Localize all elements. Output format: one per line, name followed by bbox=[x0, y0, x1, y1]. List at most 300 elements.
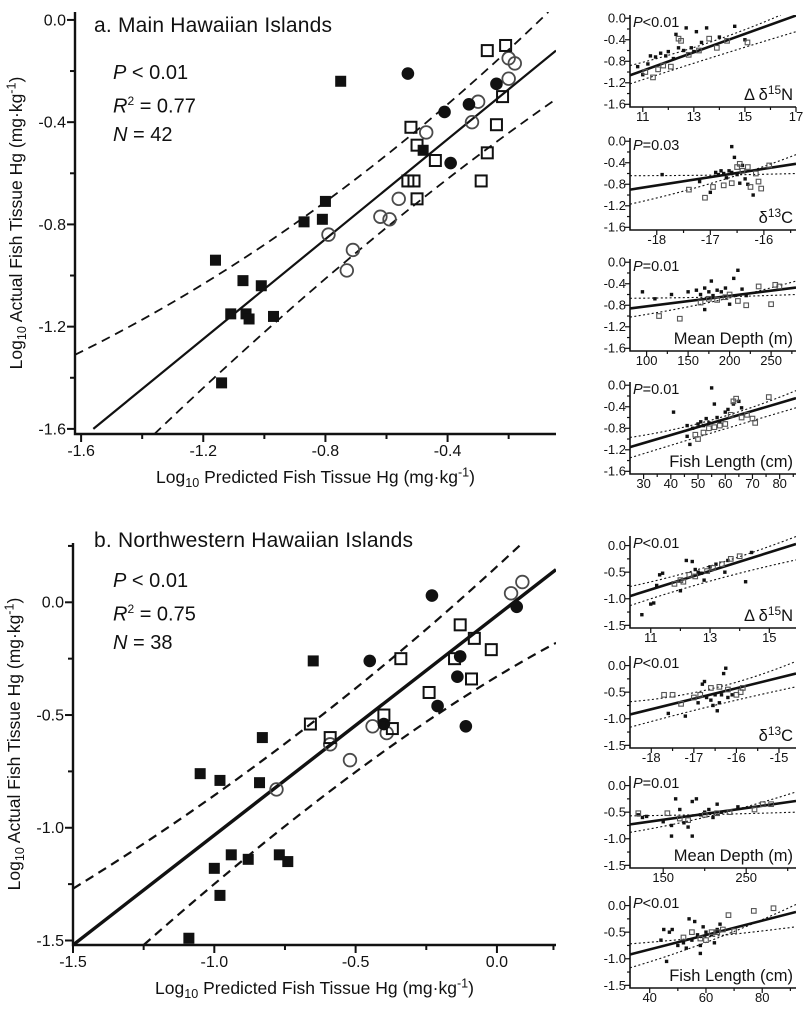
data-point-filled bbox=[661, 572, 664, 575]
data-point-filled bbox=[685, 435, 688, 438]
inset-chart-b-2 bbox=[596, 650, 804, 774]
data-point-filled bbox=[738, 181, 741, 184]
data-point-filled bbox=[670, 293, 673, 296]
data-point-filled bbox=[730, 171, 733, 174]
data-point-filled-circle bbox=[451, 670, 464, 683]
x-tick-label: 70 bbox=[745, 476, 760, 491]
data-point-open bbox=[746, 165, 751, 170]
data-point-filled bbox=[703, 680, 706, 683]
y-tick-label: -0.5 bbox=[36, 707, 64, 725]
data-point-filled bbox=[699, 420, 702, 423]
data-point-filled bbox=[703, 308, 706, 311]
data-point-open-circle bbox=[505, 587, 518, 600]
data-point-filled bbox=[710, 279, 713, 282]
x-tick-label: 80 bbox=[755, 990, 770, 1005]
inset-variable-label: Δ $\delta^{15}N$ bbox=[743, 83, 793, 104]
data-point-filled-square bbox=[256, 280, 267, 291]
data-point-filled bbox=[700, 41, 703, 44]
data-point-open bbox=[759, 186, 764, 191]
data-point-filled bbox=[694, 568, 697, 571]
data-point-open bbox=[756, 179, 761, 184]
data-point-filled-circle bbox=[463, 98, 476, 111]
data-point-open bbox=[726, 913, 731, 918]
data-point-filled bbox=[701, 925, 704, 928]
data-point-filled bbox=[660, 173, 663, 176]
data-point-filled bbox=[691, 834, 694, 837]
data-point-filled-circle bbox=[431, 700, 444, 713]
data-point-filled bbox=[658, 573, 661, 576]
data-point-filled bbox=[692, 50, 695, 53]
data-point-filled bbox=[659, 51, 662, 54]
inset-variable-label: Mean Depth (m) bbox=[673, 847, 793, 865]
inset-chart-a-3 bbox=[596, 253, 804, 377]
x-tick-label: 150 bbox=[652, 870, 675, 885]
data-point-filled-square bbox=[214, 775, 225, 786]
x-tick-label: 17 bbox=[788, 109, 804, 124]
axes bbox=[604, 656, 796, 765]
inset-chart-a-4 bbox=[596, 376, 804, 500]
data-point-open-circle bbox=[341, 264, 354, 277]
x-tick-label: 150 bbox=[677, 353, 699, 368]
data-point-open-circle bbox=[322, 228, 335, 241]
data-point-filled bbox=[670, 834, 673, 837]
x-tick-label: 13 bbox=[686, 109, 702, 124]
data-point-filled bbox=[682, 49, 685, 52]
data-point-open bbox=[711, 185, 716, 190]
data-point-filled bbox=[720, 810, 723, 813]
data-point-filled bbox=[667, 712, 670, 715]
data-point-filled bbox=[691, 427, 694, 430]
data-point-filled bbox=[705, 696, 708, 699]
confidence-band-lower bbox=[630, 560, 796, 606]
data-point-filled bbox=[711, 816, 714, 819]
x-tick-label: -0.5 bbox=[341, 954, 370, 971]
data-point-filled bbox=[709, 191, 712, 194]
inset-data-points bbox=[641, 269, 782, 321]
data-point-filled bbox=[679, 589, 682, 592]
inset-p-value: P=0.01 bbox=[633, 382, 680, 398]
data-point-filled-circle bbox=[444, 157, 457, 170]
data-point-open bbox=[707, 426, 712, 431]
data-point-filled bbox=[717, 173, 720, 176]
data-point-filled bbox=[718, 35, 721, 38]
y-tick-label: -1.0 bbox=[603, 951, 626, 967]
x-tick-label: -0.8 bbox=[311, 443, 340, 460]
data-point-filled-circle bbox=[402, 67, 415, 80]
data-point-filled bbox=[682, 821, 685, 824]
data-point-filled bbox=[703, 286, 706, 289]
x-tick-label: -16 bbox=[727, 750, 746, 765]
data-point-filled bbox=[740, 406, 743, 409]
x-tick-label: 11 bbox=[644, 630, 658, 645]
data-point-filled bbox=[659, 938, 662, 941]
data-point-filled bbox=[674, 797, 677, 800]
inset-variable-label: Fish Length (cm) bbox=[669, 453, 793, 471]
data-points bbox=[210, 40, 521, 388]
regression-lines bbox=[630, 155, 796, 204]
data-point-open-square bbox=[430, 155, 441, 166]
data-point-filled bbox=[711, 294, 714, 297]
data-point-filled bbox=[698, 180, 701, 183]
data-point-filled bbox=[733, 156, 736, 159]
data-point-filled-square bbox=[257, 732, 268, 743]
x-tick-label: -18 bbox=[641, 750, 661, 765]
data-point-filled bbox=[707, 290, 710, 293]
y-tick-label: -1.6 bbox=[38, 421, 66, 439]
data-point-filled bbox=[713, 941, 716, 944]
data-point-filled bbox=[707, 808, 710, 811]
data-point-open bbox=[678, 316, 683, 321]
data-point-filled bbox=[715, 802, 718, 805]
data-point-filled bbox=[723, 570, 726, 573]
data-point-filled bbox=[690, 938, 693, 941]
data-point-open bbox=[715, 46, 720, 51]
data-point-open bbox=[656, 67, 661, 72]
y-tick-label: -0.5 bbox=[603, 804, 626, 820]
data-point-open bbox=[751, 909, 756, 914]
y-tick-label: 0.0 bbox=[41, 594, 64, 612]
data-point-open bbox=[704, 938, 709, 943]
y-tick-label: -1.6 bbox=[603, 340, 626, 356]
data-point-open bbox=[669, 64, 674, 69]
stat-line-n: N = 38 bbox=[113, 631, 173, 654]
data-point-filled bbox=[699, 572, 702, 575]
y-tick-label: -1.0 bbox=[603, 831, 626, 847]
data-point-filled bbox=[684, 26, 687, 29]
x-tick-label: 11 bbox=[636, 109, 650, 124]
data-point-filled-circle bbox=[510, 601, 523, 614]
data-point-filled bbox=[655, 584, 658, 587]
scatter-main-northwestern-hawaiian-islands bbox=[0, 505, 600, 1024]
y-tick-label: -0.5 bbox=[603, 924, 626, 940]
data-point-filled bbox=[715, 289, 718, 292]
y-tick-label: 0.0 bbox=[607, 10, 626, 26]
data-point-filled-circle bbox=[490, 78, 503, 91]
data-point-open bbox=[756, 284, 761, 289]
data-point-open-square bbox=[476, 175, 487, 186]
x-tick-label: 15 bbox=[737, 109, 753, 124]
x-tick-label: 100 bbox=[635, 353, 658, 368]
y-tick-label: -1.0 bbox=[603, 591, 626, 607]
panel-b-title: b. Northwestern Hawaiian Islands bbox=[94, 529, 414, 552]
data-point-filled-square bbox=[320, 196, 331, 207]
inset-chart-b-3 bbox=[596, 770, 804, 894]
data-point-filled-square bbox=[335, 76, 346, 87]
x-tick-label: 15 bbox=[762, 630, 777, 645]
data-point-filled bbox=[699, 952, 702, 955]
data-point-filled bbox=[664, 54, 667, 57]
data-point-filled bbox=[693, 920, 696, 923]
data-point-filled bbox=[702, 578, 705, 581]
x-tick-label: 0.0 bbox=[485, 954, 509, 971]
x-tick-label: 250 bbox=[735, 870, 758, 885]
data-point-open bbox=[766, 395, 771, 400]
y-tick-label: 0.0 bbox=[43, 12, 66, 30]
y-tick-label: -1.5 bbox=[603, 617, 626, 633]
y-tick-label: -0.4 bbox=[603, 276, 626, 292]
x-tick-label: 30 bbox=[636, 476, 651, 491]
y-tick-label: -0.8 bbox=[603, 297, 626, 313]
data-point-filled-square bbox=[268, 311, 279, 322]
x-tick-label: -17 bbox=[700, 232, 720, 247]
x-tick-label: -1.6 bbox=[67, 443, 95, 460]
data-point-filled bbox=[724, 667, 727, 670]
data-point-filled-square bbox=[210, 255, 221, 266]
data-point-filled bbox=[716, 709, 719, 712]
data-point-filled-square bbox=[195, 768, 206, 779]
data-point-filled bbox=[722, 672, 725, 675]
data-point-filled bbox=[670, 824, 673, 827]
data-point-filled bbox=[691, 800, 694, 803]
y-tick-label: -0.8 bbox=[38, 216, 66, 234]
scatter-main-hawaiian-islands bbox=[0, 0, 600, 505]
data-point-filled bbox=[711, 704, 714, 707]
data-point-filled bbox=[699, 293, 702, 296]
data-point-filled-square bbox=[216, 377, 227, 388]
x-axis-label: Log$_{10}$ Predicted Fish Tissue Hg $(mg\cdot kg^{-1})$ bbox=[155, 976, 474, 1002]
inset-p-value: P<0.01 bbox=[633, 536, 680, 552]
data-point-filled-square bbox=[282, 856, 293, 867]
data-point-filled bbox=[662, 820, 665, 823]
inset-variable-label: Δ $\delta^{15}N$ bbox=[743, 604, 793, 625]
inset-chart-a-2 bbox=[596, 132, 804, 256]
data-point-filled bbox=[730, 145, 733, 148]
fit-line bbox=[630, 674, 796, 715]
data-point-filled bbox=[726, 696, 729, 699]
y-tick-label: -0.5 bbox=[603, 684, 626, 700]
x-tick-label: 13 bbox=[702, 630, 718, 645]
y-tick-label: 0.0 bbox=[607, 537, 626, 553]
regression-lines bbox=[630, 792, 796, 832]
inset-data-points bbox=[636, 797, 773, 838]
inset-p-value: P<0.01 bbox=[633, 896, 680, 912]
data-point-filled-circle bbox=[460, 720, 473, 733]
y-tick-label: -1.5 bbox=[36, 932, 64, 950]
data-point-filled bbox=[696, 701, 699, 704]
x-tick-label: -15 bbox=[769, 750, 789, 765]
x-tick-label: 250 bbox=[760, 353, 782, 368]
y-tick-label: -1.6 bbox=[603, 463, 626, 479]
axes bbox=[604, 776, 796, 885]
data-point-filled bbox=[705, 26, 708, 29]
data-point-filled bbox=[645, 815, 648, 818]
y-tick-label: -1.2 bbox=[603, 319, 626, 335]
stat-line-p: P < 0.01 bbox=[113, 62, 189, 84]
y-tick-label: -1.2 bbox=[603, 442, 626, 458]
data-point-filled bbox=[682, 941, 685, 944]
data-point-filled bbox=[667, 50, 670, 53]
confidence-band-lower bbox=[144, 643, 556, 945]
data-point-filled bbox=[735, 173, 738, 176]
data-point-filled-circle bbox=[363, 655, 376, 668]
data-point-open bbox=[754, 171, 759, 176]
data-point-filled bbox=[649, 602, 652, 605]
axes bbox=[604, 896, 796, 1005]
data-point-open-circle bbox=[516, 576, 529, 589]
data-point-filled bbox=[724, 286, 727, 289]
inset-p-value: P=0.01 bbox=[633, 776, 680, 792]
data-point-filled bbox=[744, 580, 747, 583]
inset-variable-label: $\delta^{13}C$ bbox=[758, 724, 793, 745]
confidence-band-upper bbox=[630, 174, 796, 176]
x-tick-label: 60 bbox=[698, 990, 714, 1005]
y-tick-label: -0.8 bbox=[603, 176, 626, 192]
data-point-filled bbox=[686, 825, 689, 828]
inset-variable-label: $\delta^{13}C$ bbox=[758, 206, 793, 227]
y-tick-label: -0.4 bbox=[38, 114, 66, 132]
data-point-filled bbox=[750, 551, 753, 554]
data-point-filled bbox=[671, 928, 674, 931]
y-tick-label: -1.5 bbox=[603, 737, 626, 753]
data-point-filled bbox=[685, 559, 688, 562]
inset-data-points bbox=[659, 906, 776, 963]
y-tick-label: 0.0 bbox=[607, 133, 626, 149]
inset-data-points bbox=[640, 551, 753, 617]
data-point-filled bbox=[672, 57, 675, 60]
data-point-filled bbox=[690, 46, 693, 49]
x-tick-label: 200 bbox=[718, 353, 741, 368]
inset-chart-b-1 bbox=[596, 530, 804, 654]
data-point-filled bbox=[653, 297, 656, 300]
y-tick-label: 0.0 bbox=[607, 254, 626, 270]
data-point-filled bbox=[743, 177, 746, 180]
y-tick-label: -1.5 bbox=[603, 977, 626, 993]
data-point-filled bbox=[726, 408, 729, 411]
data-point-filled bbox=[695, 289, 698, 292]
data-point-open bbox=[723, 422, 728, 427]
data-point-filled bbox=[641, 816, 644, 819]
y-tick-label: 0.0 bbox=[607, 657, 626, 673]
data-point-filled bbox=[695, 30, 698, 33]
data-point-filled bbox=[720, 290, 723, 293]
y-tick-label: 0.0 bbox=[607, 377, 626, 393]
data-point-filled bbox=[646, 62, 649, 65]
data-point-filled bbox=[710, 386, 713, 389]
data-point-open-circle bbox=[383, 213, 396, 226]
confidence-band-lower bbox=[630, 155, 796, 204]
x-tick-label: 60 bbox=[718, 476, 733, 491]
x-tick-label: 40 bbox=[642, 990, 657, 1005]
data-point-filled bbox=[677, 46, 680, 49]
stat-line-n: N = 42 bbox=[113, 123, 173, 146]
x-tick-label: -18 bbox=[647, 232, 667, 247]
inset-p-value: P<0.01 bbox=[633, 656, 680, 672]
data-point-filled-square bbox=[254, 777, 265, 788]
data-point-filled bbox=[672, 410, 675, 413]
data-point-filled bbox=[702, 424, 705, 427]
x-tick-label: -17 bbox=[684, 750, 704, 765]
data-point-open-square bbox=[395, 653, 406, 664]
data-point-open-square bbox=[482, 45, 493, 56]
data-point-filled bbox=[636, 65, 639, 68]
data-point-filled bbox=[699, 813, 702, 816]
data-point-filled bbox=[751, 193, 754, 196]
inset-data-points bbox=[672, 386, 771, 446]
data-point-filled bbox=[732, 277, 735, 280]
data-point-filled-square bbox=[317, 214, 328, 225]
x-axis-label: Log$_{10}$ Predicted Fish Tissue Hg $(mg\cdot kg^{-1})$ bbox=[156, 465, 475, 491]
inset-p-value: P=0.03 bbox=[633, 138, 680, 154]
data-point-open-circle bbox=[420, 126, 433, 139]
inset-p-value: P<0.01 bbox=[633, 15, 680, 31]
data-point-filled bbox=[745, 294, 748, 297]
y-tick-label: -0.8 bbox=[603, 420, 626, 436]
data-point-open bbox=[736, 299, 741, 304]
data-point-filled bbox=[654, 55, 657, 58]
data-point-filled bbox=[725, 176, 728, 179]
data-point-filled bbox=[674, 33, 677, 36]
data-point-filled-square bbox=[299, 216, 310, 227]
data-point-filled bbox=[704, 417, 707, 420]
data-point-filled-circle bbox=[426, 589, 439, 602]
x-tick-label: -16 bbox=[754, 232, 774, 247]
data-point-open-circle bbox=[374, 210, 387, 223]
data-point-filled bbox=[696, 570, 699, 573]
x-tick-label: -1.5 bbox=[59, 954, 87, 971]
data-point-filled bbox=[713, 693, 716, 696]
data-point-filled bbox=[649, 54, 652, 57]
inset-p-value: P=0.01 bbox=[633, 259, 680, 275]
data-point-filled bbox=[665, 960, 668, 963]
y-tick-label: -1.0 bbox=[603, 711, 626, 727]
panel-a-stats bbox=[113, 59, 196, 149]
y-tick-label: 0.0 bbox=[607, 777, 626, 793]
confidence-band-lower bbox=[154, 99, 556, 434]
confidence-band-lower bbox=[630, 408, 796, 458]
y-tick-label: -0.8 bbox=[603, 53, 626, 69]
data-point-filled bbox=[684, 714, 687, 717]
y-tick-label: -0.4 bbox=[603, 155, 626, 171]
data-point-filled bbox=[713, 402, 716, 405]
data-point-filled-square bbox=[183, 933, 194, 944]
data-point-open bbox=[729, 181, 734, 186]
data-point-filled-circle bbox=[438, 106, 451, 119]
stat-line-r2: $R^2 = 0.75$ bbox=[113, 602, 196, 626]
data-point-filled-square bbox=[237, 275, 248, 286]
x-tick-label: 50 bbox=[690, 476, 706, 491]
data-point-filled bbox=[685, 424, 688, 427]
data-point-open bbox=[721, 183, 726, 188]
data-point-open-circle bbox=[347, 244, 360, 257]
inset-data-points bbox=[662, 667, 745, 718]
inset-chart-b-4 bbox=[596, 890, 804, 1014]
data-point-filled bbox=[740, 287, 743, 290]
data-point-open-circle bbox=[366, 720, 379, 733]
data-point-open bbox=[690, 930, 695, 935]
y-tick-label: 0.0 bbox=[607, 897, 626, 913]
data-point-filled bbox=[720, 693, 723, 696]
data-point-filled bbox=[676, 944, 679, 947]
data-point-filled bbox=[641, 290, 644, 293]
data-point-filled bbox=[688, 443, 691, 446]
y-tick-label: -1.6 bbox=[603, 96, 626, 112]
regression-lines bbox=[630, 391, 796, 458]
data-point-open-circle bbox=[392, 193, 405, 206]
y-tick-label: -1.2 bbox=[603, 198, 626, 214]
inset-chart-a-1 bbox=[596, 9, 804, 133]
data-point-open-square bbox=[455, 619, 466, 630]
x-tick-label: 80 bbox=[772, 476, 787, 491]
data-point-filled bbox=[678, 808, 681, 811]
data-point-filled-square bbox=[214, 890, 225, 901]
data-point-filled bbox=[718, 922, 721, 925]
data-point-filled-square bbox=[226, 849, 237, 860]
data-point-open bbox=[712, 425, 717, 430]
data-point-filled bbox=[640, 613, 643, 616]
y-tick-label: -0.5 bbox=[603, 564, 626, 580]
inset-variable-label: Fish Length (cm) bbox=[669, 967, 793, 985]
data-point-filled bbox=[687, 917, 690, 920]
